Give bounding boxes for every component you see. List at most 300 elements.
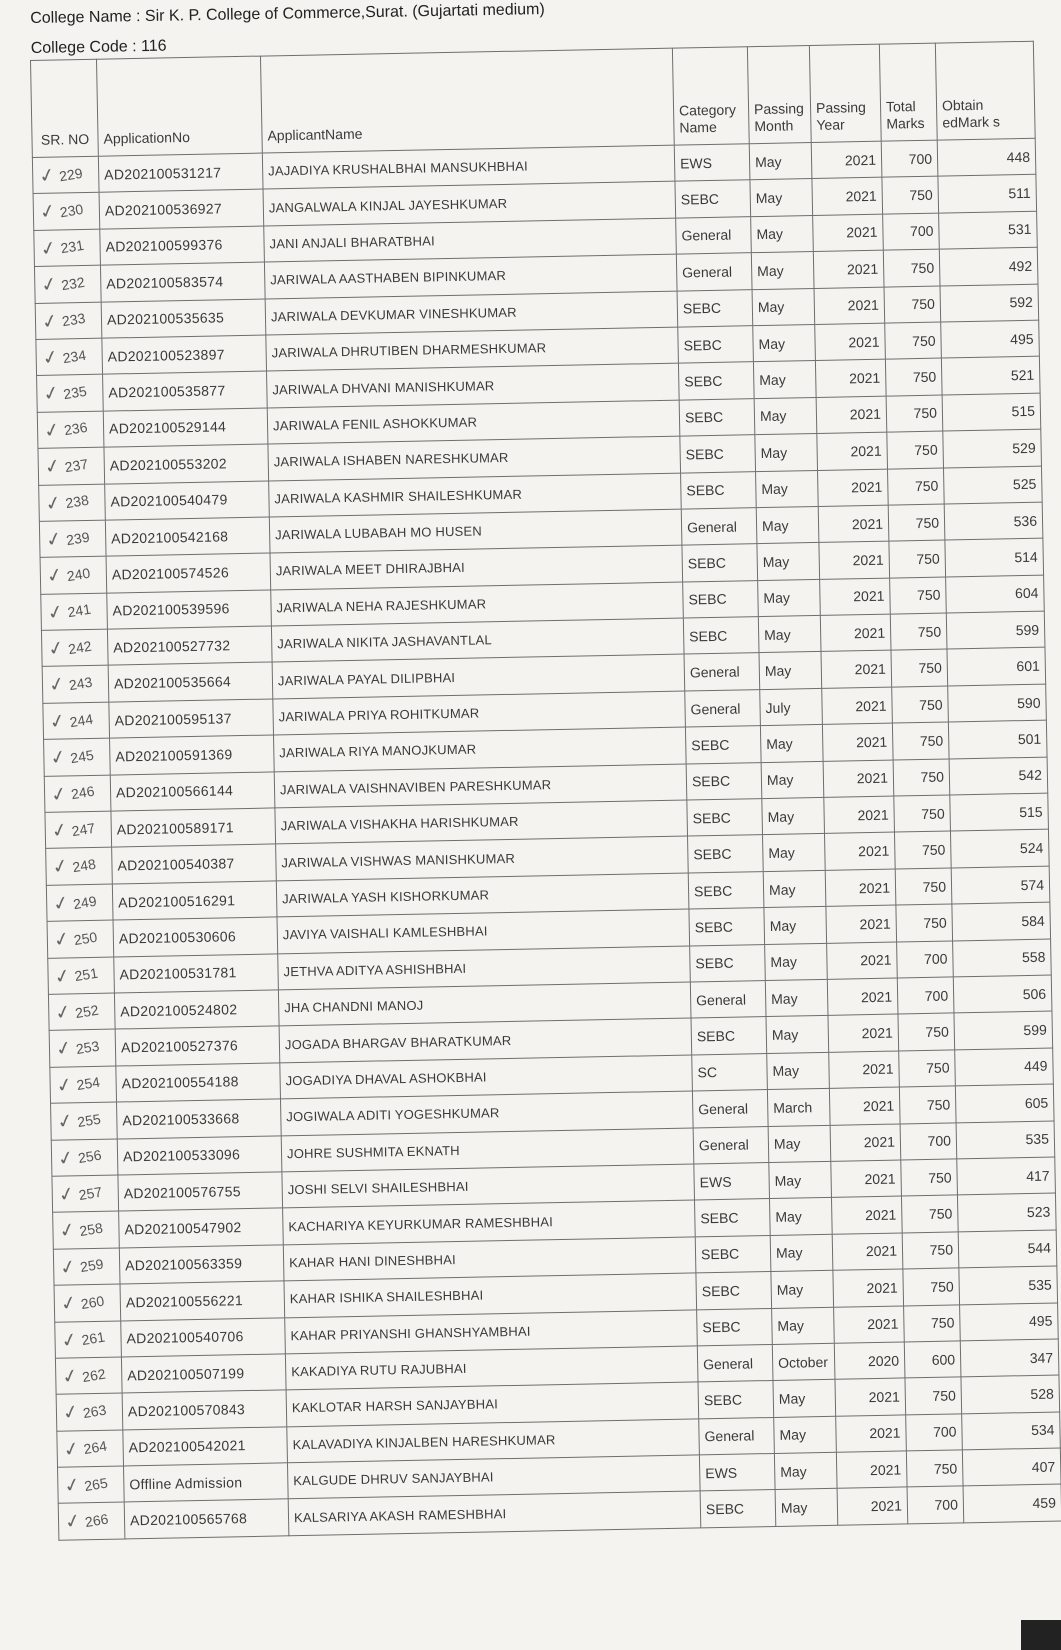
application-no-cell: AD202100530606 (113, 917, 278, 957)
passing-month-cell: May (764, 907, 827, 945)
obtained-marks-cell: 501 (948, 720, 1047, 758)
sr-no-value: 255 (76, 1110, 102, 1130)
passing-year-cell: 2021 (829, 1087, 900, 1125)
applicant-name-cell: JOGADA BHARGAV BHARATKUMAR (279, 1018, 692, 1062)
total-marks-cell: 750 (899, 1050, 956, 1087)
applicant-name-cell: JAJADIYA KRUSHALBHAI MANSUKHBHAI (262, 145, 675, 189)
check-mark-icon: ✓ (48, 782, 70, 807)
check-mark-icon: ✓ (48, 746, 69, 771)
total-marks-cell: 750 (901, 1159, 958, 1196)
sr-no-cell (41, 629, 108, 667)
application-no-cell: AD202100542021 (123, 1426, 288, 1466)
table-header-row (31, 41, 1036, 157)
category-cell: SEBC (682, 544, 758, 582)
passing-month-cell: May (769, 1198, 832, 1236)
passing-year-cell: 2021 (820, 578, 891, 616)
sr-no-cell (50, 1066, 117, 1104)
sr-no-cell (48, 957, 115, 995)
obtained-marks-cell: 535 (956, 1121, 1055, 1159)
passing-year-cell: 2021 (834, 1305, 905, 1343)
passing-year-cell: 2021 (825, 869, 896, 907)
sr-no-cell (52, 1175, 119, 1213)
sr-no-cell (36, 338, 103, 376)
sr-no-value: 251 (73, 964, 99, 985)
sr-no-value: 263 (81, 1401, 108, 1422)
passing-month-cell: May (753, 324, 816, 362)
total-marks-cell: 750 (901, 1195, 958, 1232)
check-mark-icon: ✓ (62, 1473, 83, 1499)
passing-year-cell: 2021 (818, 469, 889, 507)
col-header-passing-month: Passing Month (747, 46, 811, 144)
sr-no-cell (37, 375, 104, 413)
sr-no-cell (41, 593, 108, 631)
total-marks-cell: 700 (907, 1486, 964, 1523)
sr-no-value: 264 (82, 1437, 108, 1458)
total-marks-cell: 750 (895, 868, 952, 905)
applicant-name-cell: JARIWALA NEHA RAJESHKUMAR (271, 582, 684, 626)
total-marks-cell: 750 (885, 358, 942, 395)
sr-no-cell (34, 229, 101, 267)
applicant-name-cell: JARIWALA VAISHNAVIBEN PARESHKUMAR (274, 764, 687, 808)
applicant-name-cell: KAHAR ISHIKA SHAILESHBHAI (284, 1273, 697, 1317)
obtained-marks-cell: 536 (944, 502, 1043, 540)
obtained-marks-cell: 599 (954, 1011, 1053, 1049)
applicant-name-cell: JETHVA ADITYA ASHISHBHAI (278, 946, 691, 990)
passing-year-cell: 2021 (813, 250, 884, 288)
check-mark-icon: ✓ (60, 1364, 81, 1389)
application-no-cell: AD202100531217 (98, 153, 263, 193)
passing-month-cell: May (775, 1489, 838, 1527)
sr-no-cell (54, 1284, 121, 1322)
check-mark-icon: ✓ (38, 236, 59, 261)
sr-no-cell (58, 1502, 125, 1540)
passing-month-cell: May (763, 870, 826, 908)
total-marks-cell: 750 (890, 577, 947, 614)
sr-no-cell (51, 1139, 118, 1177)
sr-no-cell (53, 1211, 120, 1249)
application-no-cell: AD202100589171 (111, 808, 276, 848)
applicant-name-cell: KALGUDE DHRUV SANJAYBHAI (287, 1455, 700, 1499)
category-cell: SEBC (690, 944, 766, 982)
total-marks-cell: 750 (889, 540, 946, 577)
col-header-total-marks: Total Marks (879, 43, 937, 141)
sr-no-cell (57, 1430, 124, 1468)
application-no-cell: AD202100540387 (112, 844, 277, 884)
applicant-name-cell: JARIWALA MEET DHIRAJBHAI (270, 545, 683, 589)
sr-no-cell (32, 156, 99, 194)
category-cell: General (690, 981, 766, 1019)
applicant-name-cell: JARIWALA VISHWAS MANISHKUMAR (276, 836, 689, 880)
application-no-cell: AD202100570843 (122, 1390, 287, 1430)
passing-month-cell: May (774, 1452, 837, 1490)
sr-no-value: 237 (63, 455, 90, 476)
passing-year-cell: 2021 (825, 832, 896, 870)
applicant-name-cell: JARIWALA FENIL ASHOKKUMAR (267, 400, 680, 444)
category-cell: SEBC (689, 908, 765, 946)
passing-year-cell: 2021 (833, 1269, 904, 1307)
check-mark-icon: ✓ (52, 964, 73, 989)
sr-no-value: 260 (79, 1292, 106, 1312)
obtained-marks-cell: 515 (942, 393, 1041, 431)
obtained-marks-cell: 542 (949, 757, 1048, 795)
passing-month-cell: May (753, 361, 816, 399)
obtained-marks-cell: 528 (961, 1375, 1060, 1413)
sr-no-cell (44, 738, 111, 776)
obtained-marks-cell: 506 (953, 975, 1052, 1013)
applicant-name-cell: JARIWALA DHVANI MANISHKUMAR (267, 363, 680, 407)
obtained-marks-cell: 525 (943, 466, 1042, 504)
passing-year-cell: 2021 (828, 1014, 899, 1052)
check-mark-icon: ✓ (37, 200, 59, 225)
sr-no-value: 256 (76, 1146, 103, 1167)
obtained-marks-cell: 544 (958, 1230, 1057, 1268)
obtained-marks-cell: 574 (951, 866, 1050, 904)
check-mark-icon: ✓ (53, 1037, 75, 1062)
passing-year-cell: 2021 (815, 359, 886, 397)
applicant-name-cell: JARIWALA ISHABEN NARESHKUMAR (268, 436, 681, 480)
passing-month-cell: May (749, 143, 812, 181)
sr-no-cell (42, 666, 109, 704)
application-no-cell: AD202100565768 (124, 1499, 289, 1539)
sr-no-cell (56, 1393, 123, 1431)
applicant-name-cell: JARIWALA LUBABAH MO HUSEN (269, 509, 682, 553)
passing-year-cell: 2021 (827, 942, 898, 980)
sr-no-value: 241 (66, 601, 92, 621)
category-cell: SEBC (675, 180, 751, 218)
application-no-cell: AD202100507199 (121, 1354, 286, 1394)
total-marks-cell: 700 (881, 140, 938, 177)
check-mark-icon: ✓ (51, 891, 72, 916)
passing-month-cell: May (772, 1307, 835, 1345)
obtained-marks-cell: 535 (959, 1266, 1058, 1304)
total-marks-cell: 750 (899, 1086, 956, 1123)
applicant-name-cell: JHA CHANDNI MANOJ (278, 982, 691, 1026)
category-cell: SEBC (688, 835, 764, 873)
obtained-marks-cell: 584 (952, 902, 1051, 940)
check-mark-icon: ✓ (43, 491, 64, 516)
category-cell: SEBC (695, 1235, 771, 1273)
category-cell: SEBC (688, 871, 764, 909)
total-marks-cell: 750 (894, 795, 951, 832)
check-mark-icon: ✓ (40, 346, 61, 371)
total-marks-cell: 750 (890, 613, 947, 650)
total-marks-cell: 750 (883, 249, 940, 286)
check-mark-icon: ✓ (41, 382, 62, 407)
category-cell: EWS (699, 1454, 775, 1492)
passing-year-cell: 2021 (823, 760, 894, 798)
category-cell: SEBC (696, 1272, 772, 1310)
obtained-marks-cell: 592 (940, 284, 1039, 322)
check-mark-icon: ✓ (44, 564, 66, 589)
application-no-cell: AD202100566144 (110, 772, 275, 812)
obtained-marks-cell: 601 (947, 648, 1046, 686)
passing-year-cell: 2021 (811, 141, 882, 179)
application-no-cell: AD202100527732 (107, 626, 272, 666)
category-cell: General (693, 1126, 769, 1164)
sr-no-value: 235 (62, 382, 88, 403)
passing-year-cell: 2021 (814, 287, 885, 325)
passing-year-cell: 2021 (831, 1160, 902, 1198)
passing-year-cell: 2021 (819, 541, 890, 579)
total-marks-cell: 750 (892, 686, 949, 723)
sr-no-value: 246 (69, 783, 96, 803)
check-mark-icon: ✓ (49, 819, 70, 844)
category-cell: General (692, 1090, 768, 1128)
passing-month-cell: May (771, 1270, 834, 1308)
application-no-cell: AD202100533668 (117, 1099, 282, 1139)
sr-no-value: 243 (67, 673, 94, 694)
total-marks-cell: 750 (892, 722, 949, 759)
obtained-marks-cell: 514 (945, 538, 1044, 576)
passing-year-cell: 2021 (818, 505, 889, 543)
application-no-cell: AD202100529144 (103, 408, 268, 448)
application-no-cell: AD202100533096 (117, 1135, 282, 1175)
sr-no-cell (40, 556, 107, 594)
applicant-name-cell: JARIWALA YASH KISHORKUMAR (276, 873, 689, 917)
sr-no-cell (51, 1102, 118, 1140)
obtained-marks-cell: 524 (950, 830, 1049, 868)
total-marks-cell: 750 (893, 759, 950, 796)
sr-no-value: 250 (72, 928, 99, 949)
category-cell: General (697, 1344, 773, 1382)
sr-no-value: 232 (59, 273, 86, 294)
passing-month-cell: May (769, 1161, 832, 1199)
obtained-marks-cell: 558 (953, 939, 1052, 977)
passing-month-cell: October (772, 1343, 835, 1381)
sr-no-cell (48, 993, 115, 1031)
total-marks-cell: 750 (887, 431, 944, 468)
application-no-cell: AD202100595137 (109, 699, 274, 739)
sr-no-value: 242 (66, 637, 93, 657)
passing-year-cell: 2021 (822, 723, 893, 761)
applicant-name-cell: JARIWALA DHRUTIBEN DHARMESHKUMAR (266, 327, 679, 371)
category-cell: SEBC (700, 1490, 776, 1528)
passing-year-cell: 2021 (836, 1415, 907, 1453)
passing-month-cell: May (761, 761, 824, 799)
applicant-name-cell: KAHAR PRIYANSHI GHANSHYAMBHAI (285, 1309, 698, 1353)
sr-no-value: 257 (77, 1183, 104, 1203)
application-no-cell: AD202100539596 (107, 590, 272, 630)
total-marks-cell: 750 (894, 831, 951, 868)
passing-month-cell: May (758, 616, 821, 654)
applicant-name-cell: JANGALWALA KINJAL JAYESHKUMAR (263, 182, 676, 226)
category-cell: General (684, 653, 760, 691)
col-header-applicant-name: ApplicantName (260, 48, 674, 153)
sr-no-cell (37, 411, 104, 449)
total-marks-cell: 750 (904, 1304, 961, 1341)
obtained-marks-cell: 590 (948, 684, 1047, 722)
total-marks-cell: 750 (886, 395, 943, 432)
obtained-marks-cell: 604 (946, 575, 1045, 613)
category-cell: SEBC (691, 1017, 767, 1055)
sr-no-cell (45, 811, 112, 849)
category-cell: SEBC (681, 471, 757, 509)
passing-year-cell: 2021 (835, 1378, 906, 1416)
check-mark-icon: ✓ (53, 1000, 74, 1026)
obtained-marks-cell: 492 (939, 247, 1038, 285)
sr-no-cell (58, 1466, 125, 1504)
check-mark-icon: ✓ (37, 164, 58, 189)
applicant-name-cell: KAHAR HANI DINESHBHAI (283, 1237, 696, 1281)
application-no-cell: Offline Admission (124, 1463, 289, 1503)
category-cell: SEBC (685, 726, 761, 764)
obtained-marks-cell: 495 (960, 1303, 1059, 1341)
obtained-marks-cell: 534 (962, 1412, 1061, 1450)
sr-no-cell (44, 775, 111, 813)
total-marks-cell: 750 (906, 1450, 963, 1487)
category-cell: General (676, 253, 752, 291)
total-marks-cell: 750 (891, 649, 948, 686)
application-no-cell: AD202100576755 (118, 1172, 283, 1212)
application-no-cell: AD202100554188 (116, 1063, 281, 1103)
passing-year-cell: 2021 (829, 1051, 900, 1089)
total-marks-cell: 700 (906, 1414, 963, 1451)
applicant-name-cell: JOSHI SELVI SHAILESHBHAI (282, 1164, 695, 1208)
application-no-cell: AD202100540479 (105, 481, 270, 521)
applicant-name-cell: JARIWALA PRIYA ROHITKUMAR (273, 691, 686, 735)
application-no-cell: AD202100574526 (106, 553, 271, 593)
sr-no-cell (47, 920, 114, 958)
sr-no-value: 262 (80, 1365, 107, 1385)
application-no-cell: AD202100591369 (110, 735, 275, 775)
obtained-marks-cell: 605 (955, 1084, 1054, 1122)
obtained-marks-cell: 529 (943, 429, 1042, 467)
check-mark-icon: ✓ (47, 709, 68, 734)
application-no-cell: AD202100583574 (100, 262, 265, 302)
passing-month-cell: May (751, 215, 814, 253)
check-mark-icon: ✓ (59, 1328, 80, 1353)
sr-no-value: 261 (80, 1328, 106, 1349)
applicant-name-cell: JOGADIYA DHAVAL ASHOKBHAI (280, 1055, 693, 1099)
sr-no-value: 229 (57, 164, 84, 184)
passing-year-cell: 2021 (826, 905, 897, 943)
scan-edge-mark (1021, 1620, 1061, 1650)
sr-no-cell (55, 1357, 122, 1395)
passing-year-cell: 2021 (821, 651, 892, 689)
col-header-category: Category Name (672, 47, 749, 145)
application-no-cell: AD202100523897 (102, 335, 267, 375)
application-no-cell: AD202100536927 (99, 189, 264, 229)
category-cell: EWS (674, 144, 750, 182)
passing-year-cell: 2020 (834, 1342, 905, 1380)
total-marks-cell: 700 (897, 941, 954, 978)
category-cell: SEBC (678, 362, 754, 400)
sr-no-value: 249 (71, 892, 98, 912)
obtained-marks-cell: 515 (950, 793, 1049, 831)
check-mark-icon: ✓ (44, 527, 65, 553)
total-marks-cell: 750 (882, 176, 939, 213)
total-marks-cell: 750 (902, 1232, 959, 1269)
application-no-cell: AD202100535635 (101, 299, 266, 339)
total-marks-cell: 750 (884, 286, 941, 323)
category-cell: SEBC (678, 326, 754, 364)
application-no-cell: AD202100535877 (103, 371, 268, 411)
application-no-cell: AD202100563359 (119, 1245, 284, 1285)
col-header-application-no: ApplicationNo (96, 56, 262, 156)
college-name: College Name : Sir K. P. College of Commerce,Surat. (Gujartati medium) (30, 1, 545, 27)
category-cell: SEBC (697, 1308, 773, 1346)
sr-no-value: 258 (78, 1219, 104, 1240)
obtained-marks-cell: 407 (962, 1448, 1061, 1486)
applicant-name-cell: KALSARIYA AKASH RAMESHBHAI (288, 1491, 701, 1535)
applicant-name-cell: JARIWALA VISHAKHA HARISHKUMAR (275, 800, 688, 844)
applicant-name-cell: JARIWALA KASHMIR SHAILESHKUMAR (269, 473, 682, 517)
obtained-marks-cell: 599 (946, 611, 1045, 649)
passing-year-cell: 2021 (817, 432, 888, 470)
obtained-marks-cell: 531 (939, 211, 1038, 249)
total-marks-cell: 700 (883, 213, 940, 250)
category-cell: SC (692, 1053, 768, 1091)
sr-no-cell (39, 484, 106, 522)
passing-month-cell: May (756, 470, 819, 508)
sr-no-value: 233 (60, 310, 87, 330)
check-mark-icon: ✓ (41, 418, 63, 443)
passing-year-cell: 2021 (816, 396, 887, 434)
category-cell: SEBC (698, 1381, 774, 1419)
sr-no-value: 259 (78, 1256, 105, 1276)
check-mark-icon: ✓ (57, 1219, 78, 1244)
college-code: College Code : 116 (30, 37, 167, 57)
application-no-cell: AD202100556221 (120, 1281, 285, 1321)
total-marks-cell: 700 (897, 977, 954, 1014)
sr-no-value: 238 (64, 491, 90, 512)
check-mark-icon: ✓ (39, 309, 61, 334)
sr-no-cell (39, 520, 106, 558)
passing-month-cell: May (759, 652, 822, 690)
application-no-cell: AD202100531781 (114, 954, 279, 994)
category-cell: EWS (694, 1162, 770, 1200)
applicant-name-cell: KACHARIYA KEYURKUMAR RAMESHBHAI (283, 1200, 696, 1244)
check-mark-icon: ✓ (54, 1073, 75, 1098)
passing-year-cell: 2021 (836, 1451, 907, 1489)
category-cell: SEBC (679, 398, 755, 436)
passing-year-cell: 2021 (812, 178, 883, 216)
passing-month-cell: May (765, 979, 828, 1017)
applicant-name-cell: JOHRE SUSHMITA EKNATH (281, 1128, 694, 1172)
total-marks-cell: 750 (903, 1268, 960, 1305)
category-cell: General (685, 689, 761, 727)
applicant-name-cell: JARIWALA PAYAL DILIPBHAI (272, 655, 685, 699)
sr-no-cell (53, 1248, 120, 1286)
passing-month-cell: May (751, 252, 814, 290)
sr-no-value: 265 (82, 1474, 109, 1494)
sr-no-value: 240 (65, 564, 92, 585)
application-no-cell: AD202100527376 (115, 1026, 280, 1066)
sr-no-cell (55, 1320, 122, 1358)
check-mark-icon: ✓ (42, 455, 63, 480)
applicant-name-cell: JANI ANJALI BHARATBHAI (264, 218, 677, 262)
col-header-sr-no: SR. NO (31, 59, 99, 157)
applicant-name-cell: KAKLOTAR HARSH SANJAYBHAI (286, 1382, 699, 1426)
passing-month-cell: May (758, 579, 821, 617)
application-no-cell: AD202100553202 (104, 444, 269, 484)
sr-no-value: 247 (70, 819, 97, 839)
passing-year-cell: 2021 (822, 687, 893, 725)
sr-no-cell (43, 702, 110, 740)
obtained-marks-cell: 417 (957, 1157, 1056, 1195)
passing-month-cell: May (763, 834, 826, 872)
obtained-marks-cell: 521 (941, 357, 1040, 395)
col-header-obtained-marks: Obtain edMark s (935, 41, 1035, 140)
passing-month-cell: May (750, 179, 813, 217)
passing-month-cell: May (752, 288, 815, 326)
category-cell: SEBC (687, 799, 763, 837)
category-cell: SEBC (683, 580, 759, 618)
category-cell: General (699, 1417, 775, 1455)
passing-year-cell: 2021 (824, 796, 895, 834)
sr-no-value: 231 (59, 237, 85, 257)
sr-no-value: 244 (68, 710, 94, 730)
